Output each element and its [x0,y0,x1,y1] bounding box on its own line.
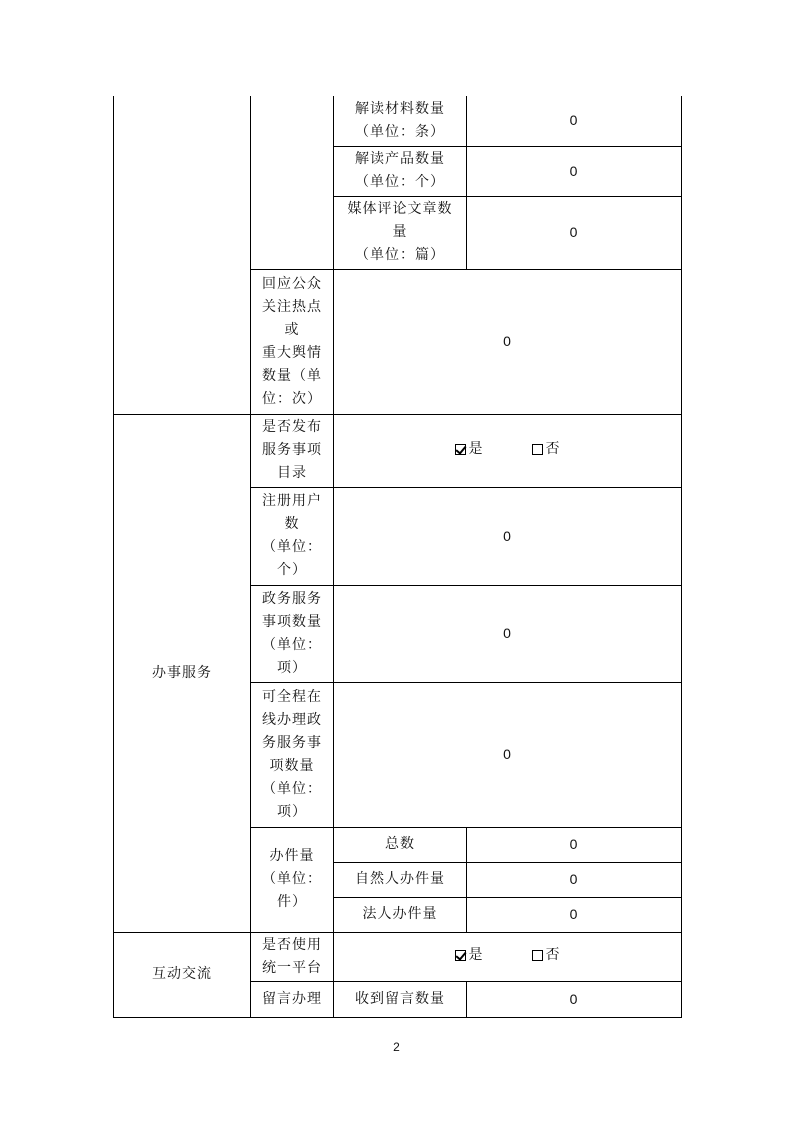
label-line: 位：次） [262,390,322,407]
checkbox-icon[interactable] [532,444,543,455]
label-line: （单位：个） [355,174,445,190]
no-option[interactable] [532,438,561,461]
label-line: 务服务事 [262,734,322,751]
label-line: 是否发布 [262,419,322,435]
label-line: 统一平台 [262,959,322,976]
publish-catalog-label [251,414,334,487]
online-items-label [251,682,334,827]
checkbox-icon[interactable] [532,950,543,961]
label-line: 注册用户 [262,493,322,509]
media-articles-value: 0 [467,196,682,269]
media-articles-label [334,196,467,269]
label-line: 个） [277,562,307,578]
online-items-value: 0 [334,682,682,827]
label-line: 或 [284,321,300,338]
section-cell-continued [114,96,251,414]
label-line: 办件量 [269,848,315,864]
checked-checkbox-icon[interactable] [455,950,466,961]
yes-option[interactable] [455,438,484,461]
label-line: 是否使用 [262,936,322,953]
label-line: 服务事项 [262,442,322,458]
page-number: 2 [393,1040,400,1054]
handling-total-label: 总数 [334,827,467,862]
messages-value: 0 [467,981,682,1017]
label-line: （单位： [262,539,322,555]
service-items-value: 0 [334,585,682,682]
service-items-label [251,585,334,682]
label-line: （单位：篇） [355,247,445,263]
label-line: 线办理政 [262,711,322,728]
hot-topics-value: 0 [334,269,682,414]
interpret-materials-value: 0 [467,96,682,146]
registered-users-label [251,487,334,585]
messages-label: 留言办理 [251,981,334,1017]
label-line: （单位： [262,871,322,887]
legal-person-value: 0 [467,897,682,932]
label-line: 关注热点 [262,298,322,315]
handling-total-value: 0 [467,827,682,862]
interaction-section-label: 互动交流 [114,932,251,1017]
label-line: 量 [392,224,408,240]
hot-topics-label [251,269,334,414]
label-line: （单位： [262,636,322,653]
statistics-table [113,96,682,1018]
label-line: 数 [284,516,300,532]
unified-platform-label [251,932,334,981]
natural-person-label: 自然人办件量 [334,862,467,897]
legal-person-label: 法人办件量 [334,897,467,932]
publish-catalog-options [334,414,682,487]
label-line: 可全程在 [262,688,322,705]
no-label: 否 [545,441,561,457]
handling-label [251,827,334,932]
label-line: 解读产品数量 [355,151,445,167]
label-line: 事项数量 [262,613,322,630]
no-option[interactable] [532,944,561,967]
yes-label: 是 [468,947,484,963]
label-line: 媒体评论文章数 [347,201,453,217]
table-row [114,932,682,981]
interpret-products-value: 0 [467,146,682,196]
yes-label: 是 [468,441,484,457]
label-line: 解读材料数量 [355,100,445,117]
yes-option[interactable] [455,944,484,967]
label-line: 回应公众 [262,275,322,292]
label-line: （单位：条） [355,123,445,140]
label-line: 项） [277,803,307,820]
subsection-cell-continued [251,96,334,269]
label-line: 项） [277,659,307,676]
natural-person-value: 0 [467,862,682,897]
label-line: 政务服务 [262,590,322,607]
interpret-materials-label [334,96,467,146]
table-row [114,414,682,487]
interpret-products-label [334,146,467,196]
unified-platform-options [334,932,682,981]
checked-checkbox-icon[interactable] [455,444,466,455]
table-row [114,96,682,146]
messages-sub-label: 收到留言数量 [334,981,467,1017]
label-line: （单位： [262,780,322,797]
label-line: 目录 [277,465,307,481]
label-line: 项数量 [269,757,315,774]
registered-users-value: 0 [334,487,682,585]
no-label: 否 [545,947,561,963]
label-line: 件） [277,894,307,910]
label-line: 重大舆情 [262,344,322,361]
label-line: 数量（单 [262,367,322,384]
service-section-label: 办事服务 [114,414,251,932]
